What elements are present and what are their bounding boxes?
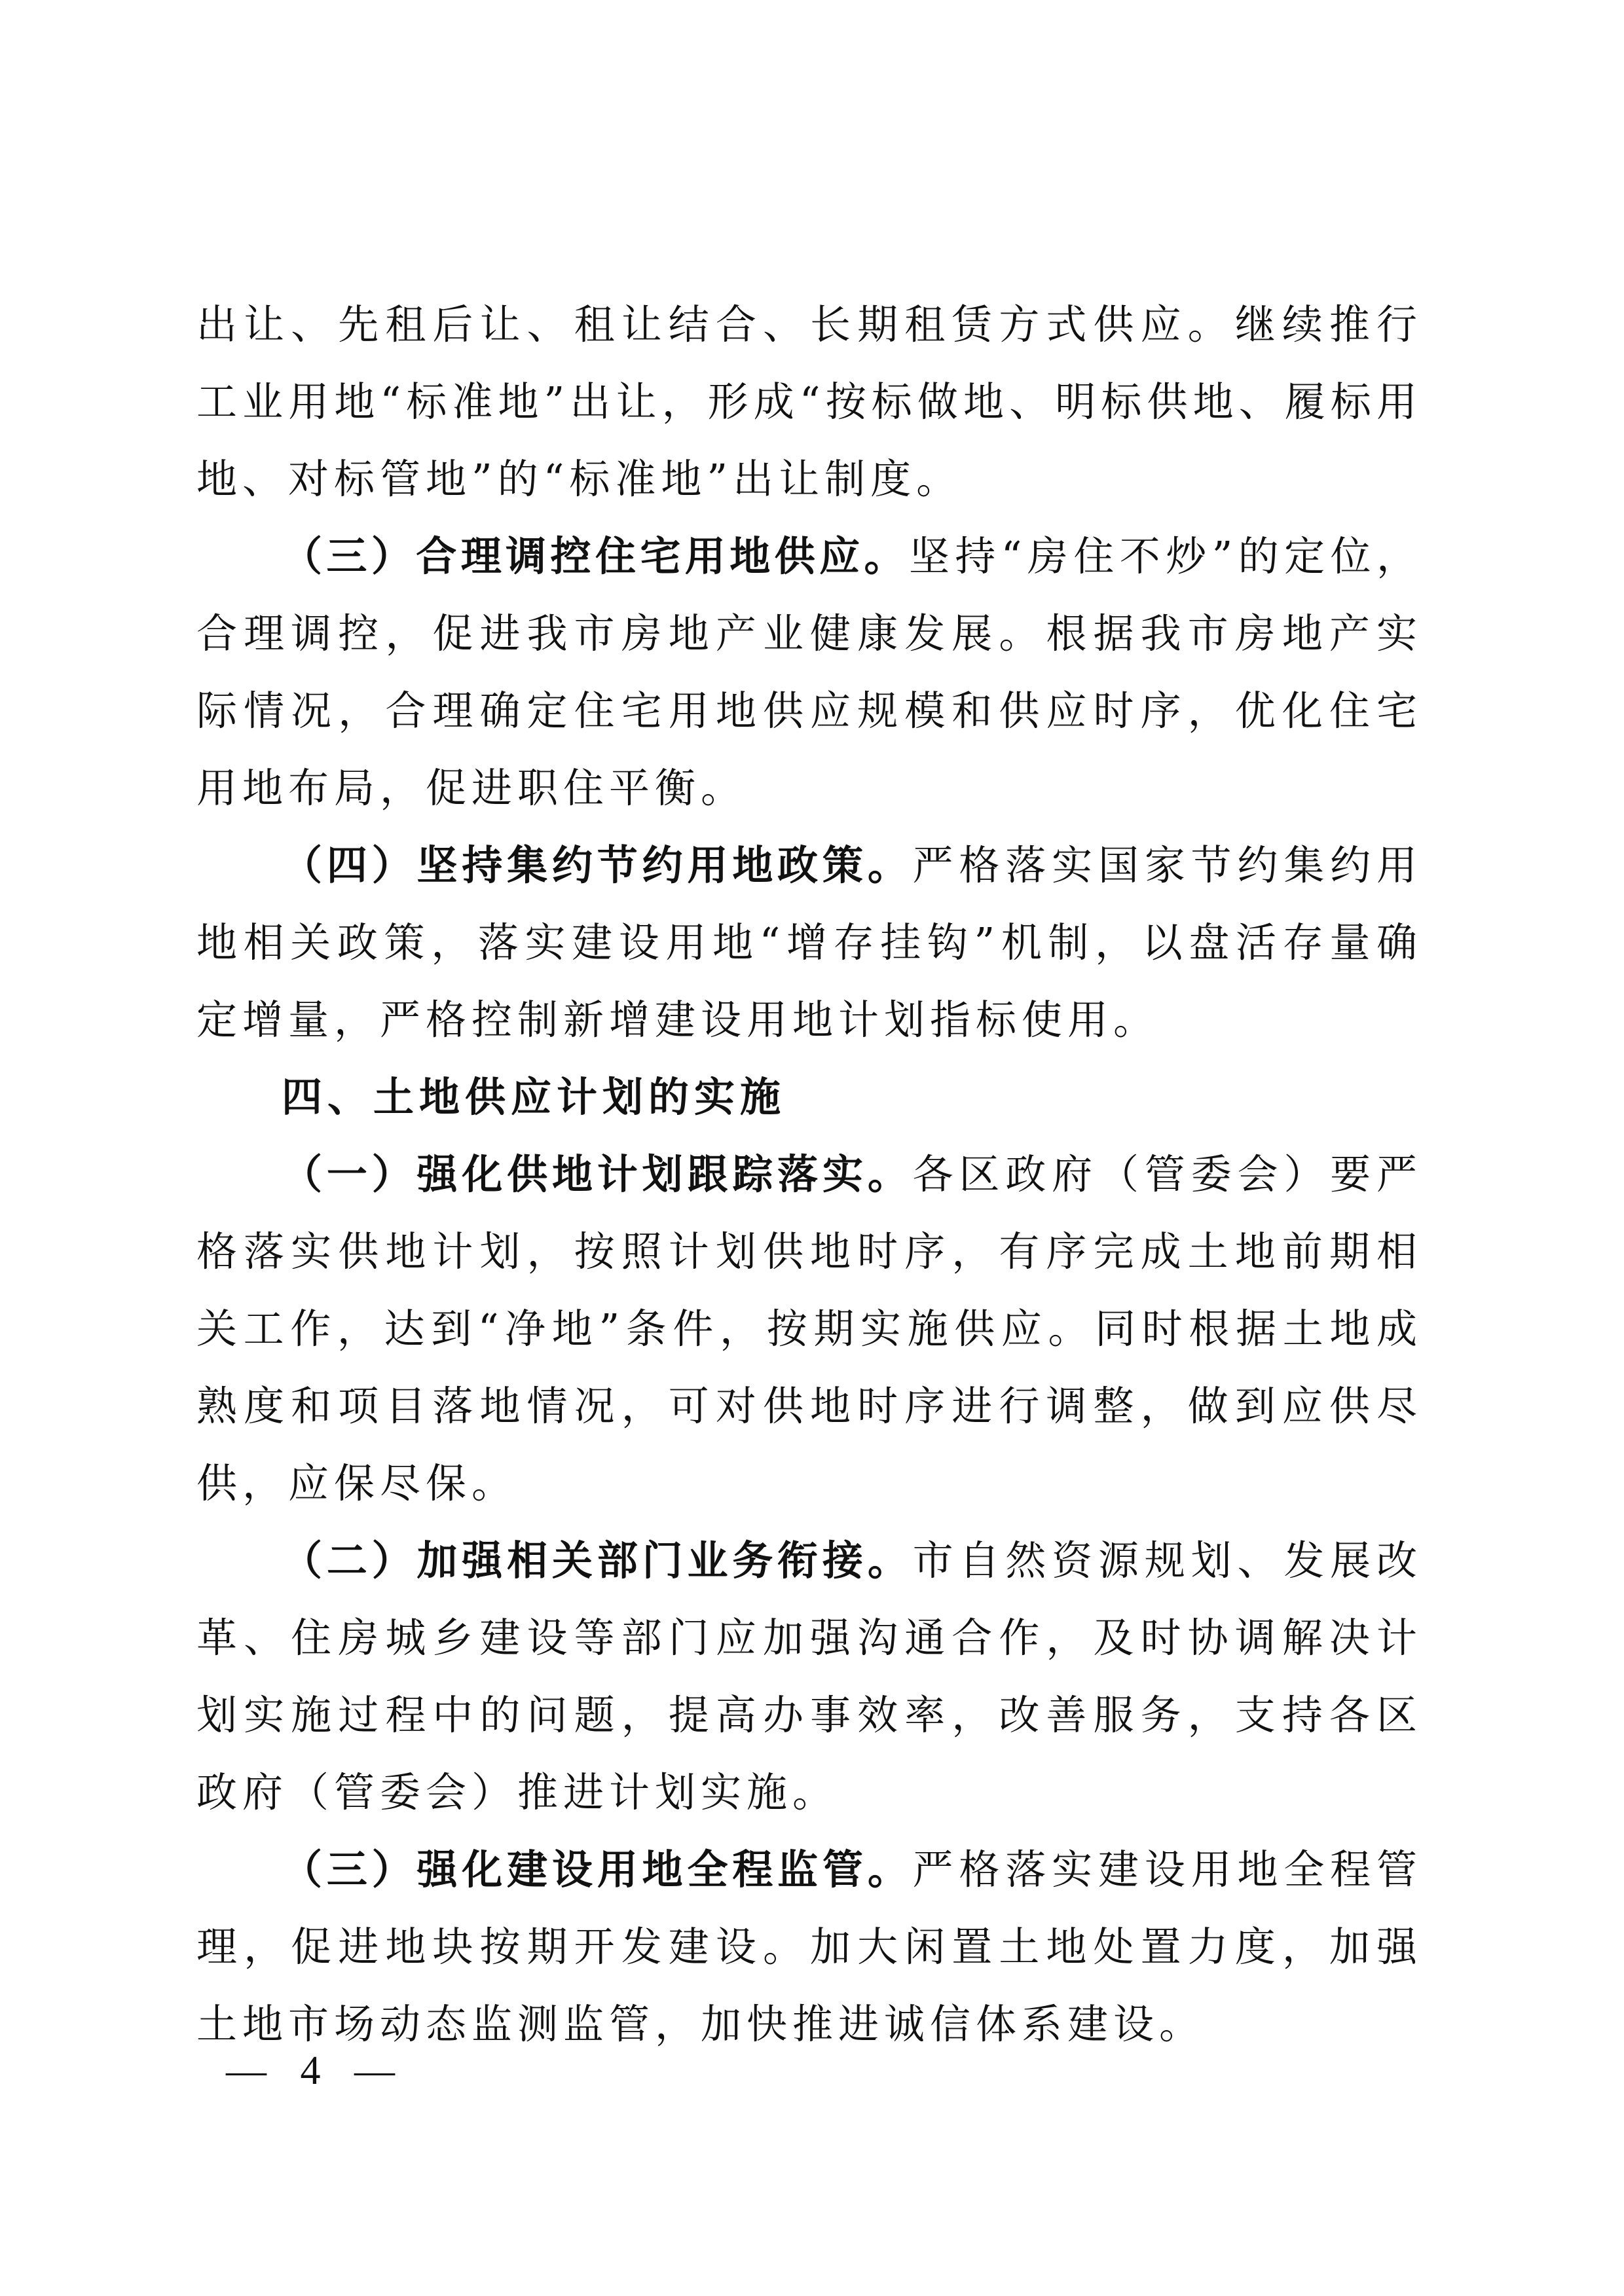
- paragraph-body: 出让、先租后让、租让结合、长期租赁方式供应。继续推行工业用地“标准地”出让，形成“按标做地、明标供地、履标用地、对标管地”的“标准地”出让制度。: [196, 301, 1422, 503]
- body-text: [196, 286, 1422, 2063]
- paragraph-plan-tracking: [196, 1136, 1422, 1522]
- page-number: — 4 —: [226, 2049, 407, 2093]
- paragraph-body: 各区政府（管委会）要严格落实供地计划，按照计划供地时序，有序完成土地前期相关工作，达到“净地”条件，按期实施供应。同时根据土地成熟度和项目落地情况，可对供地时序进行调整，做到应供尽供，应保尽保。: [196, 1150, 1422, 1507]
- paragraph-body: 严格落实建设用地全程管理，促进地块按期开发建设。加大闲置土地处置力度，加强土地市场动态监测监管，加快推进诚信体系建设。: [196, 1846, 1422, 2048]
- paragraph-lead: （二）加强相关部门业务衔接。: [282, 1537, 913, 1584]
- paragraph-body: 坚持“房住不炒”的定位，合理调控，促进我市房地产业健康发展。根据我市房地产实际情况，合理确定住宅用地供应规模和供应时序，优化住宅用地布局，促进职住平衡。: [196, 532, 1422, 812]
- paragraph-lead: （一）强化供地计划跟踪落实。: [282, 1150, 913, 1198]
- paragraph-department-coordination: [196, 1522, 1422, 1831]
- paragraph-land-supply-methods: [196, 286, 1422, 518]
- paragraph-intensive-land-use: [196, 827, 1422, 1059]
- paragraph-body: 市自然资源规划、发展改革、住房城乡建设等部门应加强沟通合作，及时协调解决计划实施过程中的问题，提高办事效率，改善服务，支持各区政府（管委会）推进计划实施。: [196, 1537, 1422, 1816]
- section-heading: 四、土地供应计划的实施: [282, 1073, 786, 1121]
- paragraph-lead: （三）合理调控住宅用地供应。: [282, 532, 909, 580]
- paragraph-body: 严格落实国家节约集约用地相关政策，落实建设用地“增存挂钩”机制，以盘活存量确定增量，严格控制新增建设用地计划指标使用。: [196, 841, 1422, 1044]
- paragraph-lead: （四）坚持集约节约用地政策。: [282, 841, 913, 889]
- paragraph-residential-land: [196, 518, 1422, 827]
- paragraph-land-supervision: [196, 1831, 1422, 2063]
- paragraph-lead: （三）强化建设用地全程监管。: [282, 1846, 913, 1893]
